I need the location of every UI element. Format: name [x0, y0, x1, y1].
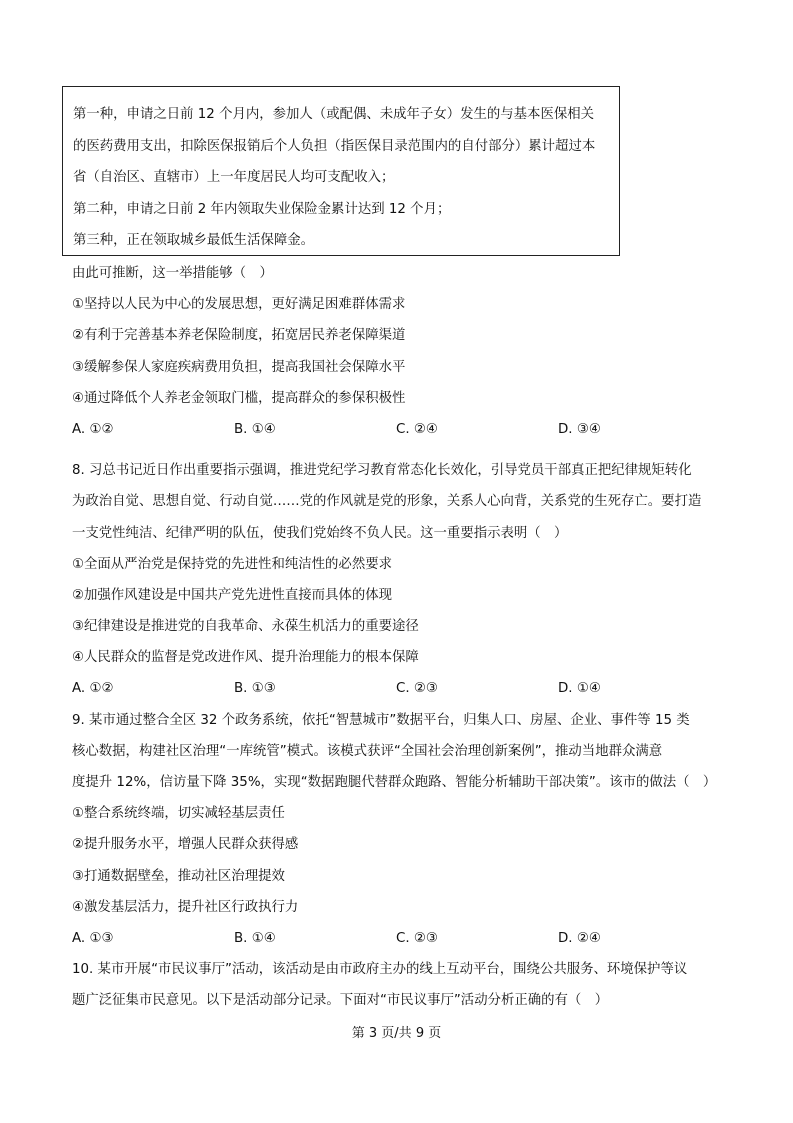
q10-stem-line-1: 10. 某市开展“市民议事厅”活动，该活动是由市政府主办的线上互动平台，围绕公共服务、环境保护等议 — [72, 962, 688, 978]
q7-options — [72, 414, 732, 445]
page-number: 第 3 页/共 9 页 — [351, 1026, 442, 1041]
q8-option-b[interactable]: B. ①③ — [234, 681, 276, 697]
q8-options — [72, 673, 732, 704]
q8-statement-3: ③纪律建设是推进党的自我革命、永葆生机活力的重要途径 — [72, 619, 419, 635]
q8-option-a[interactable]: A. ①② — [72, 681, 114, 697]
q7-option-b[interactable]: B. ①④ — [234, 421, 276, 437]
q8-stem-line-2: 为政治自觉、思想自觉、行动自觉……党的作风就是党的形象，关系人心向背，关系党的生死存亡。要打造 — [72, 494, 702, 510]
q7-statement-3: ③缓解参保人家庭疾病费用负担，提高我国社会保障水平 — [72, 359, 406, 375]
q8-statement-1: ①全面从严治党是保持党的先进性和纯洁性的必然要求 — [72, 556, 392, 572]
q9-option-d[interactable]: D. ②④ — [558, 930, 601, 946]
q10-stem-line-2: 题广泛征集市民意见。以下是活动部分记录。下面对“市民议事厅”活动分析正确的有（ ） — [72, 993, 609, 1009]
q7-option-a[interactable]: A. ①② — [72, 421, 114, 437]
q9-options — [72, 923, 732, 954]
q7-stem: 由此可推断，这一举措能够（ ） — [72, 266, 273, 281]
q7-statement-4: ④通过降低个人养老金领取门槛，提高群众的参保积极性 — [72, 390, 406, 406]
q7-option-c[interactable]: C. ②④ — [396, 421, 438, 437]
q9-option-a[interactable]: A. ①③ — [72, 930, 114, 946]
q8-statement-4: ④人民群众的监督是党改进作风、提升治理能力的根本保障 — [72, 650, 419, 666]
q9-option-c[interactable]: C. ②③ — [396, 930, 438, 946]
q7-statement-1: ①坚持以人民为中心的发展思想，更好满足困难群体需求 — [72, 297, 406, 313]
q7-option-d[interactable]: D. ③④ — [558, 421, 601, 437]
q9-stem-line-3: 度提升 12%，信访量下降 35%，实现“数据跑腿代替群众跑路、智能分析辅助干部决策”。该市的做法（ ） — [72, 775, 717, 790]
q8-option-c[interactable]: C. ②③ — [396, 681, 438, 697]
q9-statement-2: ②提升服务水平，增强人民群众获得感 — [72, 837, 299, 853]
q8-statement-2: ②加强作风建设是中国共产党先进性直接而具体的体现 — [72, 587, 392, 603]
q9-stem-line-2: 核心数据，构建社区治理“一库统管”模式。该模式获评“全国社会治理创新案例”，推动当地群众满意 — [72, 743, 663, 759]
q7-statement-2: ②有利于完善基本养老保险制度，拓宽居民养老保障渠道 — [72, 328, 406, 344]
questions-body — [72, 258, 732, 1017]
q9-statement-1: ①整合系统终端，切实减轻基层责任 — [72, 806, 285, 822]
q8-stem-line-3: 一支党性纯洁、纪律严明的队伍，使我们党始终不负人民。这一重要指示表明（ ） — [72, 525, 568, 541]
material-line-3: 省（自治区、直辖市）上一年度居民人均可支配收入； — [73, 170, 395, 185]
q9-option-b[interactable]: B. ①④ — [234, 930, 276, 946]
q8-option-d[interactable]: D. ①④ — [558, 681, 601, 697]
material-box — [62, 86, 620, 256]
material-line-5: 第三种，正在领取城乡最低生活保障金。 — [73, 233, 315, 248]
spacer — [72, 445, 732, 455]
q9-statement-4: ④激发基层活力，提升社区行政执行力 — [72, 899, 299, 915]
material-line-2: 的医药费用支出，扣除医保报销后个人负担（指医保目录范围内的自付部分）累计超过本 — [73, 138, 596, 154]
q9-statement-3: ③打通数据壁垒，推动社区治理提效 — [72, 868, 285, 884]
material-line-4: 第二种，申请之日前 2 年内领取失业保险金累计达到 12 个月； — [73, 201, 451, 217]
material-line-1: 第一种，申请之日前 12 个月内，参加人（或配偶、未成年子女）发生的与基本医保相关 — [73, 107, 595, 122]
q8-stem-line-1: 8. 习总书记近日作出重要指示强调，推进党纪学习教育常态化长效化，引导党员干部真正把纪律规矩转化 — [72, 463, 692, 479]
q9-stem-line-1: 9. 某市通过整合全区 32 个政务系统，依托“智慧城市”数据平台，归集人口、房屋、企业、事件等 15 类 — [72, 712, 690, 728]
